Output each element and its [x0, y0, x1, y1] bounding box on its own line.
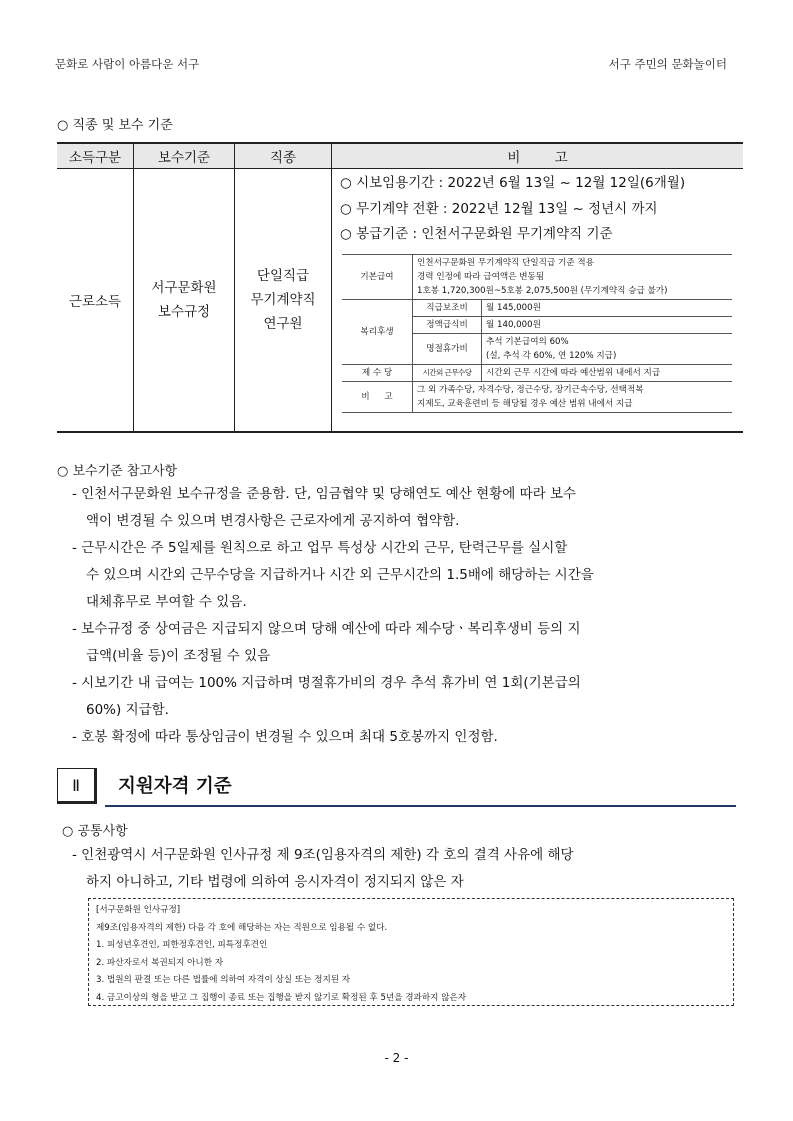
job-type-line: 연구원: [263, 316, 303, 332]
regulation-box: [88, 898, 734, 1006]
pay-standard-line: 보수규정: [157, 304, 211, 320]
reference-item: [72, 481, 740, 535]
reference-item: [72, 670, 740, 724]
holiday-bonus-details: [482, 333, 733, 364]
notes-cell: [332, 169, 744, 433]
regulation-line: 2. 파산자로서 복권되지 아니한 자: [96, 957, 224, 968]
basic-pay-line: 경력 인정에 따라 급여액은 변동됨: [417, 271, 545, 282]
page-number: - 2 -: [384, 1051, 409, 1065]
basic-pay-line: 1호봉 1,720,300원~5호봉 2,075,500원 (무기계약직 승급 불가): [417, 285, 668, 296]
basic-pay-label: 기본급여: [342, 254, 413, 299]
remark-label: 비 고: [342, 381, 413, 412]
regulation-line: 1. 피성년후견인, 피한정후견인, 피특정후견인: [96, 940, 268, 950]
note-line: ○ 무기계약 전환 : 2022년 12월 13일 ~ 정년시 까지: [340, 200, 658, 217]
welfare-item-value: 월 145,000원: [482, 299, 733, 316]
col-header-notes: 비 고: [332, 143, 744, 169]
job-type-line: 단일직급: [256, 268, 310, 284]
regulation-line: 3. 법원의 판결 또는 다른 법률에 의하여 자격이 상실 또는 정지된 자: [96, 975, 351, 985]
job-type-cell: [235, 169, 332, 433]
holiday-bonus-line: (설, 추석 각 60%, 연 120% 지급): [486, 350, 617, 361]
reference-item: [72, 535, 740, 616]
remark-line: 그 외 가족수당, 자격수당, 정근수당, 장기근속수당, 선택적복: [417, 384, 644, 395]
allowance-name: 시간외 근무수당: [413, 364, 482, 381]
header-right: 서구 주민의 문화놀이터: [608, 57, 727, 71]
income-type-cell: 근로소득: [57, 169, 134, 433]
reference-line: - 근무시간은 주 5일제를 원칙으로 하고 업무 특성상 시간외 근무, 탄력근무를 실시할: [72, 540, 568, 556]
reference-line: - 인천서구문화원 보수규정을 준용함. 단, 임금협약 및 당해연도 예산 현황에 따라 보수: [72, 486, 577, 502]
remark-line: 지제도, 교육훈련비 등 해당될 경우 예산 범위 내에서 지급: [417, 398, 633, 409]
reference-line: 대체휴무로 부여할 수 있음.: [86, 594, 247, 610]
reference-item: [72, 724, 740, 751]
reference-line: - 호봉 확정에 따라 통상임금이 변경될 수 있으며 최대 5호봉까지 인정함.: [72, 729, 498, 745]
chapter-title: 지원자격 기준: [118, 776, 232, 797]
welfare-item-value: 월 140,000원: [482, 316, 733, 333]
welfare-item-name: 직급보조비: [413, 299, 482, 316]
reference-line: 60%) 지급함.: [86, 702, 169, 718]
pay-standard-line: 서구문화원: [151, 280, 217, 296]
regulation-line: 제9조(임용자격의 제한) 다음 각 호에 해당하는 자는 직원으로 임용될 수 없다.: [96, 922, 388, 933]
allowance-label: 제 수 당: [342, 364, 413, 381]
common-requirements: [72, 842, 740, 896]
basic-pay-details: [413, 254, 733, 299]
pay-table: [57, 142, 743, 433]
chapter-underline: [105, 805, 736, 807]
col-header-income: 소득구분: [57, 143, 134, 169]
reference-line: 액이 변경될 수 있으며 변경사항은 근로자에게 공지하여 협약함.: [86, 513, 460, 529]
section-title-reference: ○ 보수기준 참고사항: [57, 464, 178, 479]
reference-line: - 시보기간 내 급여는 100% 지급하며 명절휴가비의 경우 추석 휴가비 연 1회(기본급의: [72, 675, 581, 691]
reference-line: 급액(비율 등)이 조정될 수 있음: [86, 648, 271, 664]
reference-line: 수 있으며 시간외 근무수당을 지급하거나 시간 외 근무시간의 1.5배에 해당하는 시간을: [86, 567, 594, 583]
regulation-line: 4. 금고이상의 형을 받고 그 집행이 종료 또는 집행을 받지 않기로 확정된 후 5년을 경과하지 않은자: [96, 992, 467, 1003]
reference-item: [72, 616, 740, 670]
regulation-line: [서구문화원 인사규정]: [96, 905, 181, 915]
reference-list: [72, 481, 740, 751]
note-line: ○ 봉급기준 : 인천서구문화원 무기계약직 기준: [340, 226, 613, 242]
section-title-common: ○ 공통사항: [62, 824, 128, 839]
common-line: - 인천광역시 서구문화원 인사규정 제 9조(임용자격의 제한) 각 호의 결격 사유에 해당: [72, 847, 574, 863]
section-title-pay: ○ 직종 및 보수 기준: [57, 118, 173, 133]
note-line: ○ 시보임용기간 : 2022년 6월 13일 ~ 12월 12일(6개월): [340, 175, 686, 191]
chapter-number-box: Ⅱ: [57, 768, 97, 804]
welfare-item-name: 정액급식비: [413, 316, 482, 333]
job-type-line: 무기계약직: [250, 292, 316, 308]
benefit-table: [342, 254, 732, 413]
allowance-value: 시간외 근무 시간에 따라 예산범위 내에서 지급: [482, 364, 733, 381]
holiday-bonus-line: 추석 기본급여의 60%: [486, 336, 569, 347]
basic-pay-line: 인천서구문화원 무기계약직 단일직급 기준 적용: [417, 257, 594, 268]
pay-standard-cell: [134, 169, 235, 433]
header-left: 문화로 사람이 아름다운 서구: [55, 57, 200, 71]
remark-details: [413, 381, 733, 412]
common-line: 하지 아니하고, 기타 법령에 의하여 응시자격이 정지되지 않은 자: [86, 874, 464, 890]
col-header-job: 직종: [235, 143, 332, 169]
welfare-label: 복리후생: [342, 299, 413, 364]
reference-line: - 보수규정 중 상여금은 지급되지 않으며 당해 예산에 따라 제수당ㆍ복리후생비 등의 지: [72, 621, 581, 637]
welfare-item-name: 명절휴가비: [413, 333, 482, 364]
col-header-pay: 보수기준: [134, 143, 235, 169]
